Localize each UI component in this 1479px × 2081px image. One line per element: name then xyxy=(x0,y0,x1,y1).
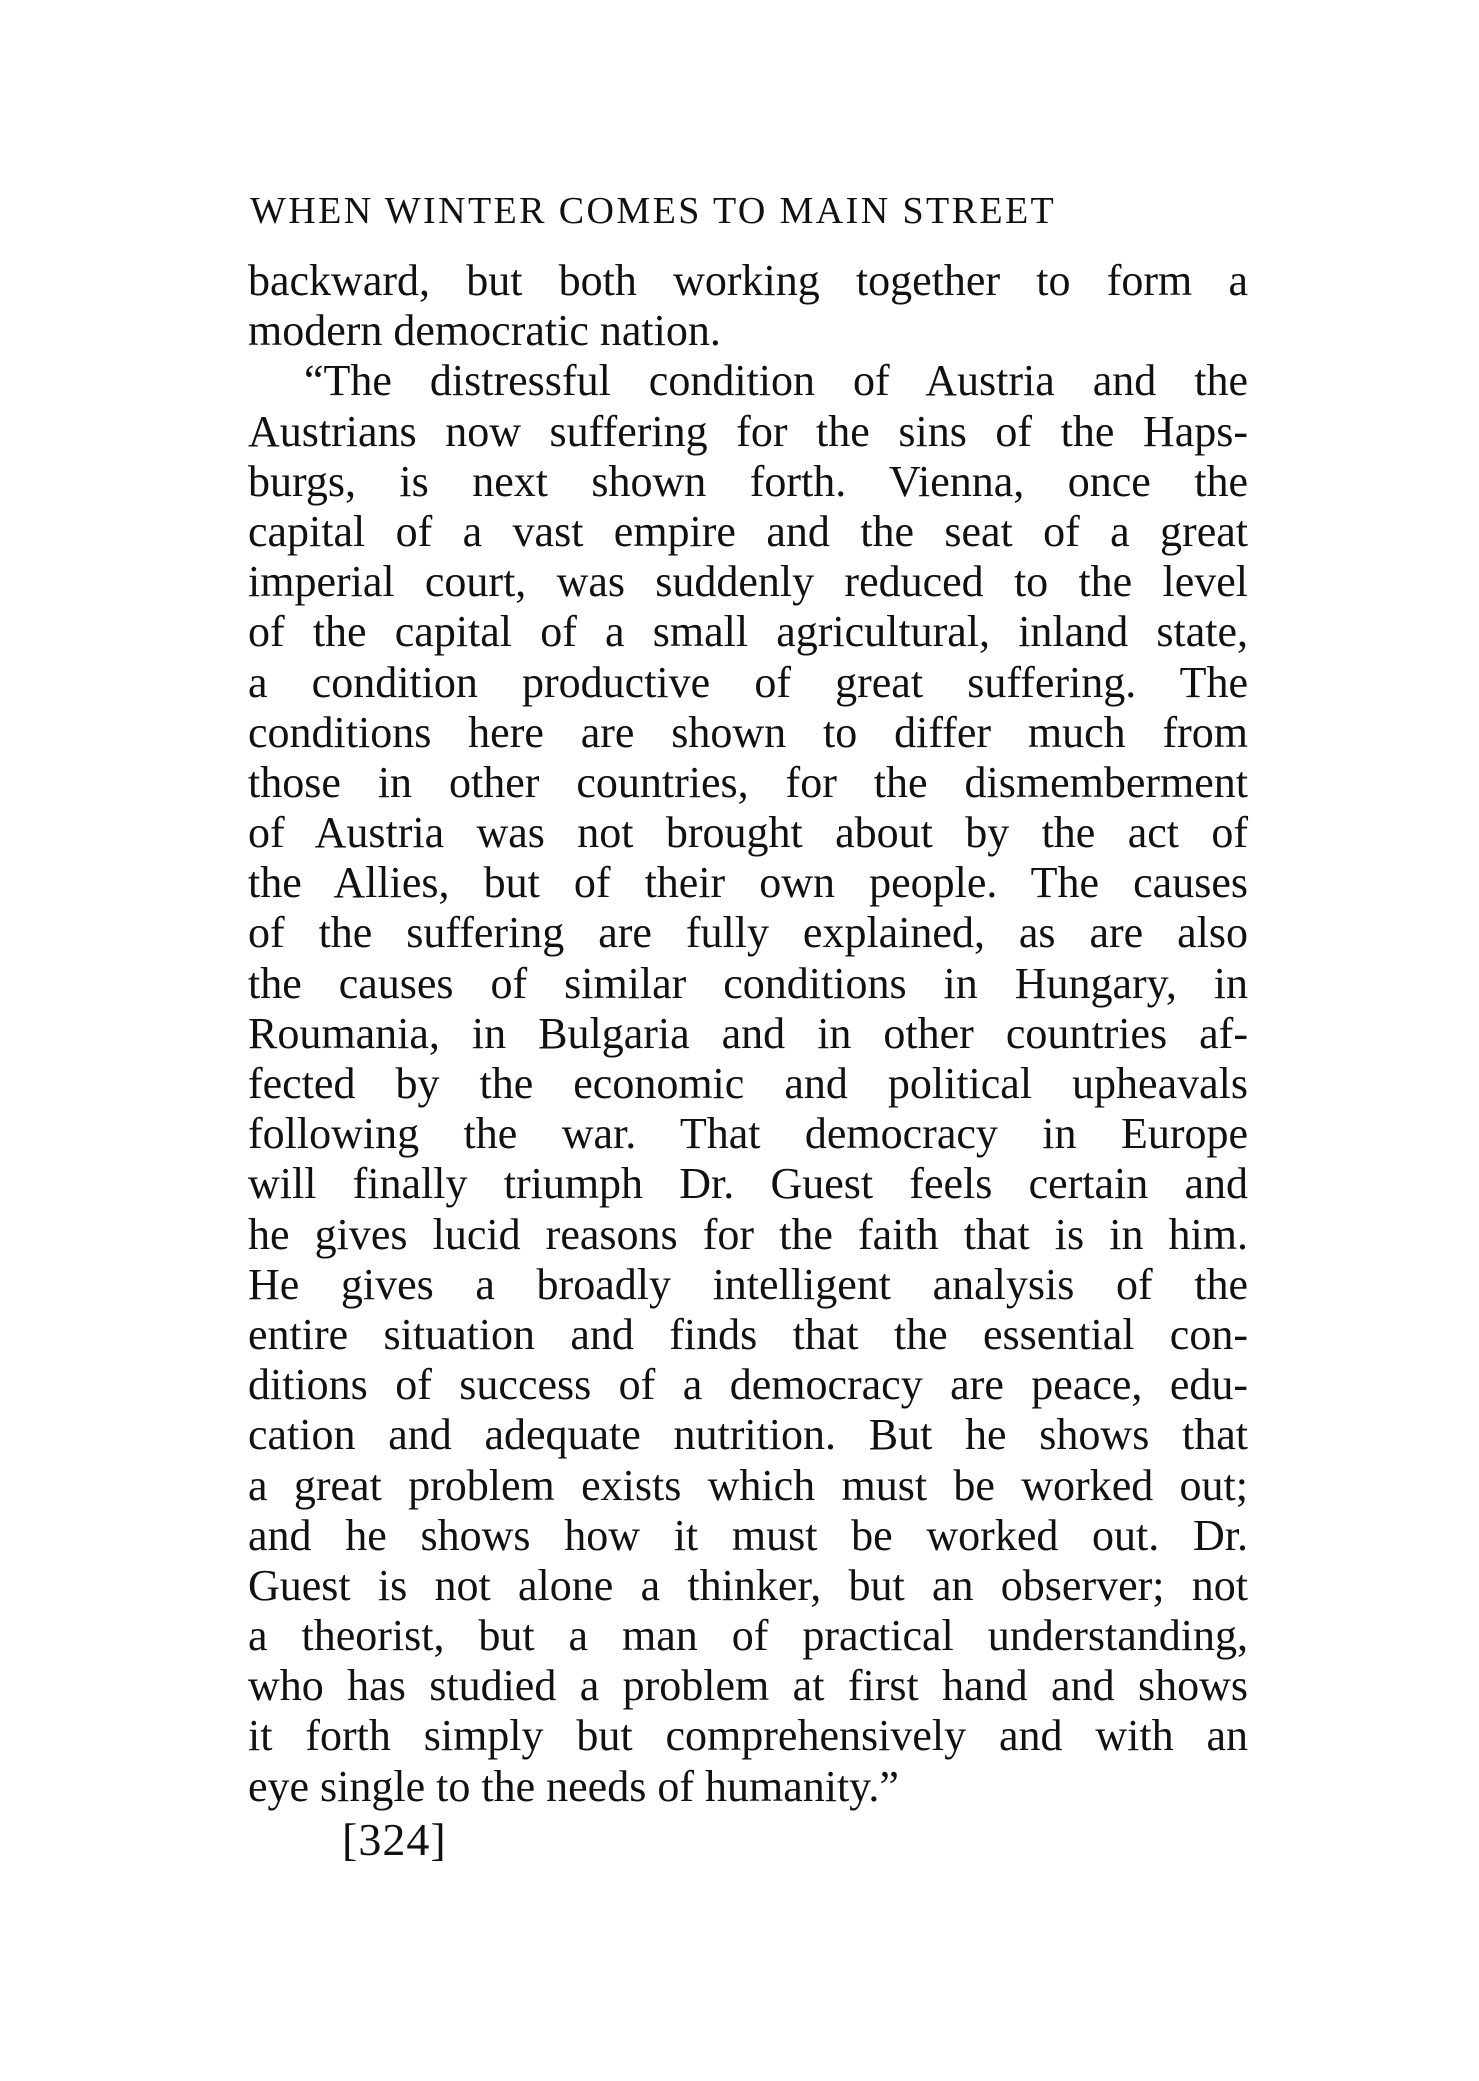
text-line: capital of a vast empire and the seat of a great xyxy=(248,506,1248,556)
running-head: WHEN WINTER COMES TO MAIN STREET xyxy=(250,190,1057,232)
text-line: a condition productive of great suffering. The xyxy=(248,657,1248,707)
text-line: of Austria was not brought about by the act of xyxy=(248,808,1248,858)
text-line: Austrians now suffering for the sins of the Haps- xyxy=(248,406,1248,456)
text-line: eye single to the needs of humanity.” xyxy=(248,1761,899,1811)
text-line: imperial court, was suddenly reduced to the level xyxy=(248,557,1248,607)
text-line: and he shows how it must be worked out. Dr. xyxy=(248,1510,1248,1560)
text-line: a great problem exists which must be worked out; xyxy=(248,1460,1248,1510)
text-line: it forth simply but comprehensively and with an xyxy=(248,1711,1248,1761)
text-line: following the war. That democracy in Europe xyxy=(248,1109,1248,1159)
text-line: of the suffering are fully explained, as are also xyxy=(248,908,1248,958)
text-line: modern democratic nation. xyxy=(248,306,721,356)
text-line: who has studied a problem at first hand and shows xyxy=(248,1661,1248,1711)
text-line: he gives lucid reasons for the faith that is in him. xyxy=(248,1209,1248,1259)
text-line: He gives a broadly intelligent analysis of the xyxy=(248,1259,1248,1309)
text-line: Roumania, in Bulgaria and in other countries af- xyxy=(248,1008,1248,1058)
text-line: those in other countries, for the dismemberment xyxy=(248,757,1248,807)
text-line: will finally triumph Dr. Guest feels certain and xyxy=(248,1159,1248,1209)
text-line: a theorist, but a man of practical understanding, xyxy=(248,1611,1248,1661)
text-line: “The distressful condition of Austria and the xyxy=(304,356,1248,406)
text-line: conditions here are shown to differ much from xyxy=(248,707,1248,757)
page-number: [324] xyxy=(342,1814,447,1865)
text-line: cation and adequate nutrition. But he shows that xyxy=(248,1410,1248,1460)
text-line: fected by the economic and political upheavals xyxy=(248,1059,1248,1108)
body-text xyxy=(248,256,1248,1812)
text-line: ditions of success of a democracy are peace, edu- xyxy=(248,1360,1248,1410)
text-line: the Allies, but of their own people. The causes xyxy=(248,858,1248,908)
text-line: Guest is not alone a thinker, but an observer; not xyxy=(248,1560,1248,1610)
text-line: burgs, is next shown forth. Vienna, once the xyxy=(248,456,1248,506)
text-line: of the capital of a small agricultural, inland state, xyxy=(248,607,1248,657)
text-line: entire situation and finds that the essential con- xyxy=(248,1309,1248,1359)
text-line: backward, but both working together to form a xyxy=(248,256,1248,305)
text-line: the causes of similar conditions in Hungary, in xyxy=(248,958,1248,1008)
